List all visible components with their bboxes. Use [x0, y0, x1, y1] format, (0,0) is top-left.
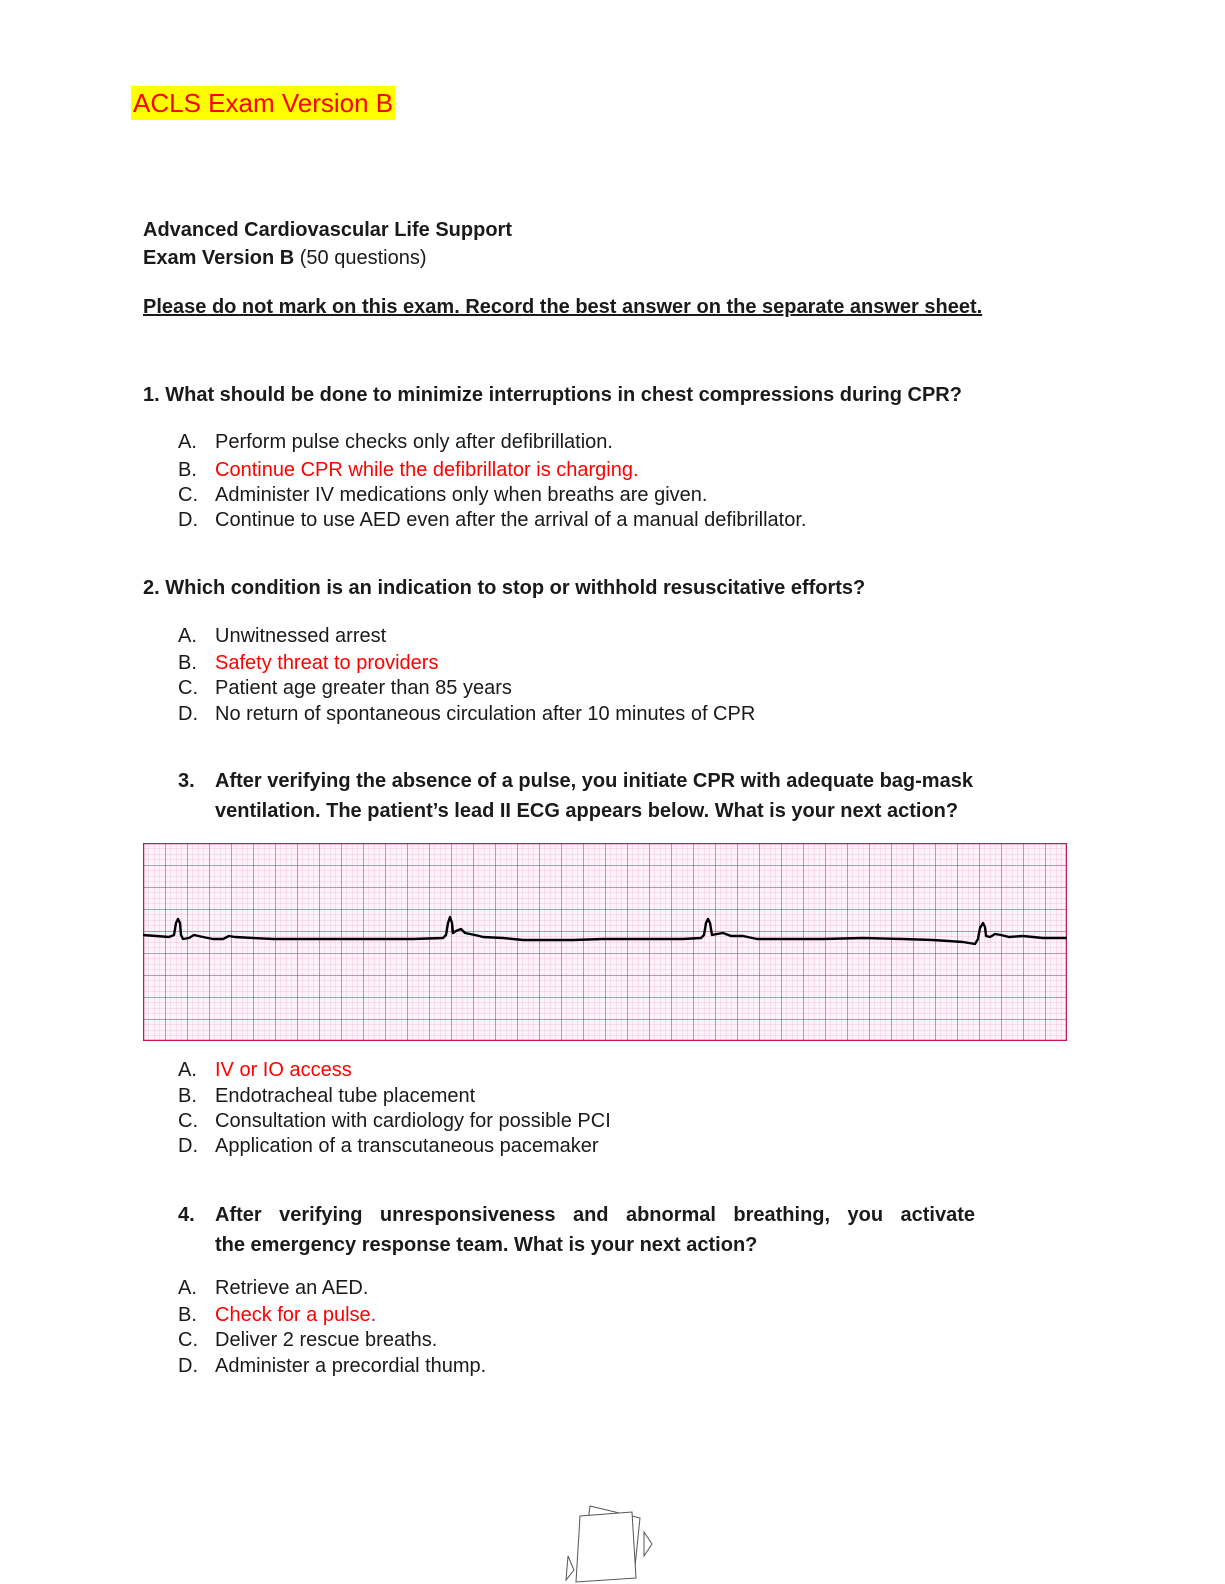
- option-text: Continue to use AED even after the arrival of a manual defibrillator.: [215, 509, 807, 531]
- question-2-text: 2. Which condition is an indication to stop or withhold resuscitative efforts?: [143, 577, 866, 599]
- question-1-text: 1. What should be done to minimize interruptions in chest compressions during CPR?: [143, 384, 962, 406]
- question-2-option-d: [178, 701, 755, 727]
- question-4-option-d: [178, 1353, 486, 1379]
- question-4-line-1: After verifying unresponsiveness and abnormal breathing, you activate: [215, 1204, 975, 1226]
- question-3-option-b: [178, 1083, 475, 1109]
- option-text-correct: Continue CPR while the defibrillator is charging.: [215, 459, 639, 481]
- option-letter: A.: [178, 1277, 197, 1299]
- exam-instructions: Please do not mark on this exam. Record the best answer on the separate answer sheet.: [143, 296, 983, 318]
- question-4-option-c: [178, 1327, 437, 1353]
- option-text: Administer a precordial thump.: [215, 1355, 487, 1377]
- exam-version-line: [143, 245, 426, 271]
- course-title: Advanced Cardiovascular Life Support: [143, 219, 512, 241]
- option-letter: C.: [178, 677, 198, 699]
- option-letter: C.: [178, 1329, 198, 1351]
- option-text: Administer IV medications only when breaths are given.: [215, 484, 708, 506]
- question-4-line-2: the emergency response team. What is your next action?: [215, 1234, 758, 1256]
- option-text: Endotracheal tube placement: [215, 1085, 476, 1107]
- option-text: Deliver 2 rescue breaths.: [215, 1329, 438, 1351]
- option-letter: A.: [178, 1059, 197, 1081]
- option-letter: B.: [178, 459, 197, 481]
- question-2-option-a: [178, 623, 386, 649]
- question-3-line-2: ventilation. The patient’s lead II ECG appears below. What is your next action?: [215, 800, 959, 822]
- option-letter: D.: [178, 509, 198, 531]
- option-text: Perform pulse checks only after defibrillation.: [215, 431, 613, 453]
- question-3-line-1: After verifying the absence of a pulse, you initiate CPR with adequate bag-mask: [215, 770, 973, 792]
- option-text: Consultation with cardiology for possible PCI: [215, 1110, 611, 1132]
- option-text: Patient age greater than 85 years: [215, 677, 512, 699]
- question-1-option-b: [178, 457, 639, 483]
- option-text-correct: IV or IO access: [215, 1059, 352, 1081]
- option-letter: C.: [178, 484, 198, 506]
- question-2-option-c: [178, 675, 512, 701]
- option-letter: D.: [178, 703, 198, 725]
- question-1-option-d: [178, 507, 806, 533]
- exam-version-label: Exam Version B: [143, 247, 295, 269]
- question-count: (50 questions): [294, 247, 427, 269]
- option-text: Retrieve an AED.: [215, 1277, 369, 1299]
- exam-version-title: ACLS Exam Version B: [133, 88, 394, 118]
- option-letter: B.: [178, 652, 197, 674]
- question-3-option-d: [178, 1133, 599, 1159]
- question-3-option-c: [178, 1108, 611, 1134]
- question-4-number: 4.: [178, 1204, 195, 1226]
- option-text-correct: Check for a pulse.: [215, 1304, 377, 1326]
- option-text: Unwitnessed arrest: [215, 625, 387, 647]
- question-3-number: 3.: [178, 770, 195, 792]
- page-stack-icon: [560, 1496, 656, 1584]
- option-letter: D.: [178, 1135, 198, 1157]
- option-text: No return of spontaneous circulation after 10 minutes of CPR: [215, 703, 756, 725]
- option-text: Application of a transcutaneous pacemaker: [215, 1135, 599, 1157]
- option-letter: D.: [178, 1355, 198, 1377]
- question-3-option-a: [178, 1057, 352, 1083]
- ecg-grid: [143, 843, 1067, 1041]
- question-4-option-a: [178, 1275, 368, 1301]
- question-1-option-a: [178, 429, 613, 455]
- option-letter: A.: [178, 625, 197, 647]
- option-letter: A.: [178, 431, 197, 453]
- option-letter: B.: [178, 1304, 197, 1326]
- option-letter: B.: [178, 1085, 197, 1107]
- question-1-option-c: [178, 482, 707, 508]
- question-4-text: [215, 1200, 975, 1260]
- option-text-correct: Safety threat to providers: [215, 652, 439, 674]
- option-letter: C.: [178, 1110, 198, 1132]
- question-3-text: [215, 766, 1055, 826]
- question-2-option-b: [178, 650, 438, 676]
- question-4-option-b: [178, 1302, 376, 1328]
- ecg-rhythm-strip: [143, 843, 1067, 1041]
